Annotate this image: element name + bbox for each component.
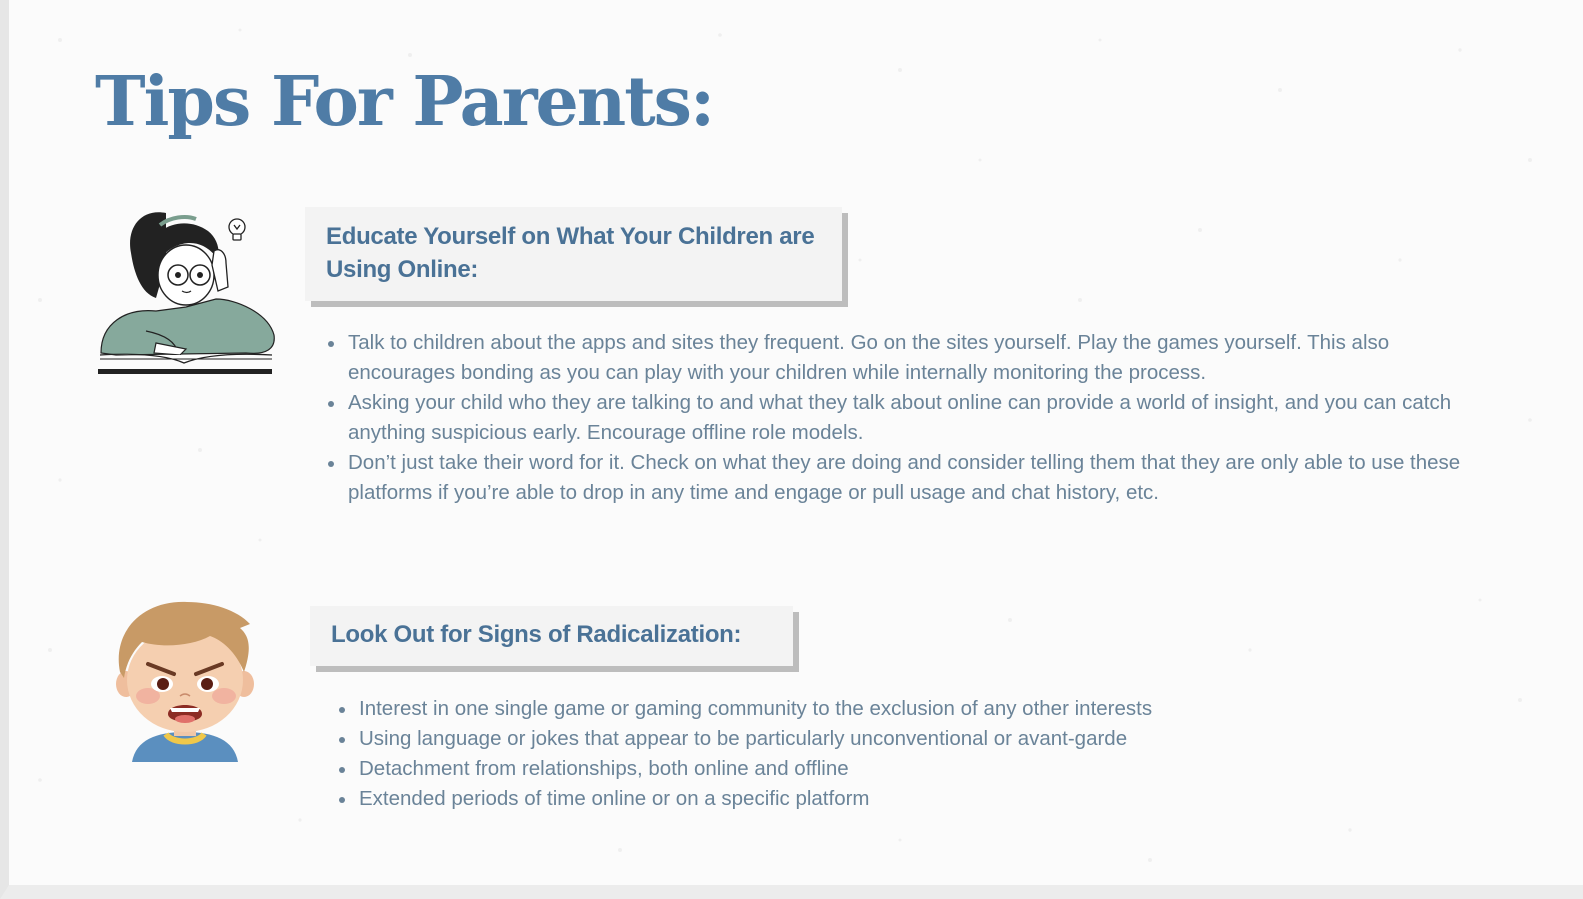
girl-thinking-illustration bbox=[96, 203, 276, 379]
list-item: Extended periods of time online or on a specific platform bbox=[337, 784, 1437, 814]
list-item: Using language or jokes that appear to be particularly unconventional or avant-garde bbox=[337, 724, 1437, 754]
list-item: Don’t just take their word for it. Check on what they are doing and consider telling them that they are only able to use these platforms if you’re able to drop in any time and engage or pull usage and chat history, etc. bbox=[326, 448, 1476, 508]
list-item: Asking your child who they are talking to and what they talk about online can provide a world of insight, and you can catch anything suspicious early. Encourage offline role models. bbox=[326, 388, 1476, 448]
list-item: Detachment from relationships, both online and offline bbox=[337, 754, 1437, 784]
list-item: Interest in one single game or gaming community to the exclusion of any other interests bbox=[337, 694, 1437, 724]
section-heading: Look Out for Signs of Radicalization: bbox=[331, 621, 742, 648]
angry-boy-illustration bbox=[112, 592, 258, 764]
section-heading: Educate Yourself on What Your Children are Using Online: bbox=[326, 223, 815, 283]
warning-signs-list bbox=[337, 694, 1437, 814]
section-heading-box bbox=[310, 606, 793, 666]
page-title: Tips For Parents: bbox=[95, 62, 714, 142]
section-heading-box bbox=[305, 207, 842, 301]
list-item: Talk to children about the apps and sites they frequent. Go on the sites yourself. Play the games yourself. This also encourages bonding as you can play with your children while internally monitoring the process. bbox=[326, 328, 1476, 388]
lightbulb-icon bbox=[229, 219, 245, 240]
tips-list bbox=[326, 328, 1476, 508]
